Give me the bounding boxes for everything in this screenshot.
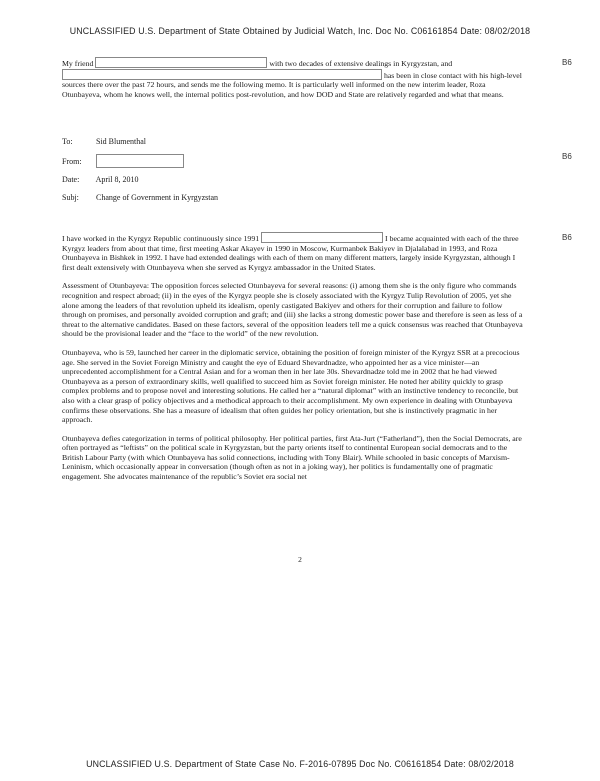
date-label: Date:	[62, 175, 80, 184]
paragraph: Otunbayeva defies categorization in terms of political philosophy. Her political parties, first Ata-Jurt (“Fatherland”), then the Social Democrats, are often portrayed as “leftists” on the political scale in Kyrgyzstan, but the party orients itself to continental European social democrats and to the British Labour Party (with which Otunbayeva has solid connections, including with Tony Blair). While schooled in basic concepts of Marxism-Leninism, which occasionally appear in conversation (though often as not in a joking way), her politics is fundamentally one of pragmatic engagement. She advocates maintenance of the republic’s Soviet era social net	[62, 433, 522, 482]
redaction-box	[96, 154, 184, 168]
intro-text: high-level sources there over the past 72 hours, and sends me the following memo. It is particularly well informed on the new interim leader, Roza Otunbayeva, whom he knows well, the internal politics post-revolution, and how DOD and State are relatively regarded and what that means.	[62, 70, 522, 99]
paragraph: Assessment of Otunbayeva: The opposition forces selected Otunbayeva for several reasons: (i) among them she is the only figure who commands recognition and respect abroad; (ii) in the eyes of the Kyrgyz people she is closely associated with the Kyrgyz Tulip Revolution of 2005, yet she alone among the leaders of that revolution upheld its idealism, openly castigated Bakiyev and others for their corruption and failure to follow through on promises, and personally avoided corruption and graft; and (iii) she lacks a strong domestic power base and therefore is seen as less of a threat to the alternative candidates. Based on these factors, several of the opposition leaders tell me a quick consensus was reached that Otunbayeva should be the provisional leader and the “face to the world” of the new revolution.	[62, 281, 523, 339]
redaction-code-b6: B6	[562, 233, 572, 242]
to-label: To:	[62, 137, 73, 146]
memo-body	[62, 232, 524, 491]
subject-label: Subj:	[62, 193, 79, 202]
paragraph-text: I have worked in the Kyrgyz Republic continuously since 1991	[62, 234, 260, 243]
redaction-code-b6: B6	[562, 152, 572, 161]
redaction-box	[261, 232, 383, 243]
paragraph	[62, 232, 524, 272]
subject-value: Change of Government in Kyrgyzstan	[96, 193, 219, 202]
redaction-code-b6: B6	[562, 58, 572, 67]
redaction-box	[95, 57, 267, 68]
intro-text: with two decades of extensive dealings in Kyrgyzstan, and	[269, 59, 453, 68]
paragraph: Otunbayeva, who is 59, launched her career in the diplomatic service, obtaining the position of foreign minister of the Kyrgyz SSR at a precocious age. She served in the Soviet Foreign Ministry and caught the eye of Eduard Shevardnadze, who appointed her as a vice minister—an unprecedented accomplishment for a Central Asian and for a woman then in her late 30s. Shevardnadze told me in 2002 that he had viewed Otunbayeva as a person of extraordinary skills, well qualified to succeed him as Soviet foreign minister. He noted her ability quickly to grasp complex problems and to propose novel and interesting solutions. He called her a “natural diplomat” with an instinctive tendency to reconcile, but also with a clear grasp of policy objectives and a methodical approach to their accomplishment. My own experience in dealing with Otunbayeva confirms these observations. She has a measure of idealism that often guides her policy orientation, but she is instinctively pragmatic in her approach.	[62, 347, 520, 425]
intro-text: My friend	[62, 59, 94, 68]
from-label: From:	[62, 157, 82, 166]
to-value: Sid Blumenthal	[96, 137, 146, 146]
page-number: 2	[298, 555, 302, 564]
document-footer: UNCLASSIFIED U.S. Department of State Case No. F-2016-07895 Doc No. C06161854 Date: 08/02/2018	[86, 759, 514, 769]
date-value: April 8, 2010	[95, 175, 139, 184]
intro-text: has been in close contact with his	[383, 70, 489, 80]
intro-paragraph	[62, 57, 524, 99]
paragraph-text: I became acquainted with each of the three Kyrgyz leaders from about that time, first meeting Askar Akayev in 1990 in Moscow, Kurmanbek Bakiyev in Djalalabad in 1993, and Roza Otunbayeva in Bishkek in 1992. I have had extended dealings with each of them on many different matters, largely inside Kyrgyzstan, although I first dealt extensively with Otunbayeva when she served as Kyrgyz ambassador in the United States.	[62, 234, 519, 272]
document-header: UNCLASSIFIED U.S. Department of State Obtained by Judicial Watch, Inc. Doc No. C06161854 Date: 08/02/2018	[69, 26, 531, 36]
redaction-box	[62, 69, 382, 80]
